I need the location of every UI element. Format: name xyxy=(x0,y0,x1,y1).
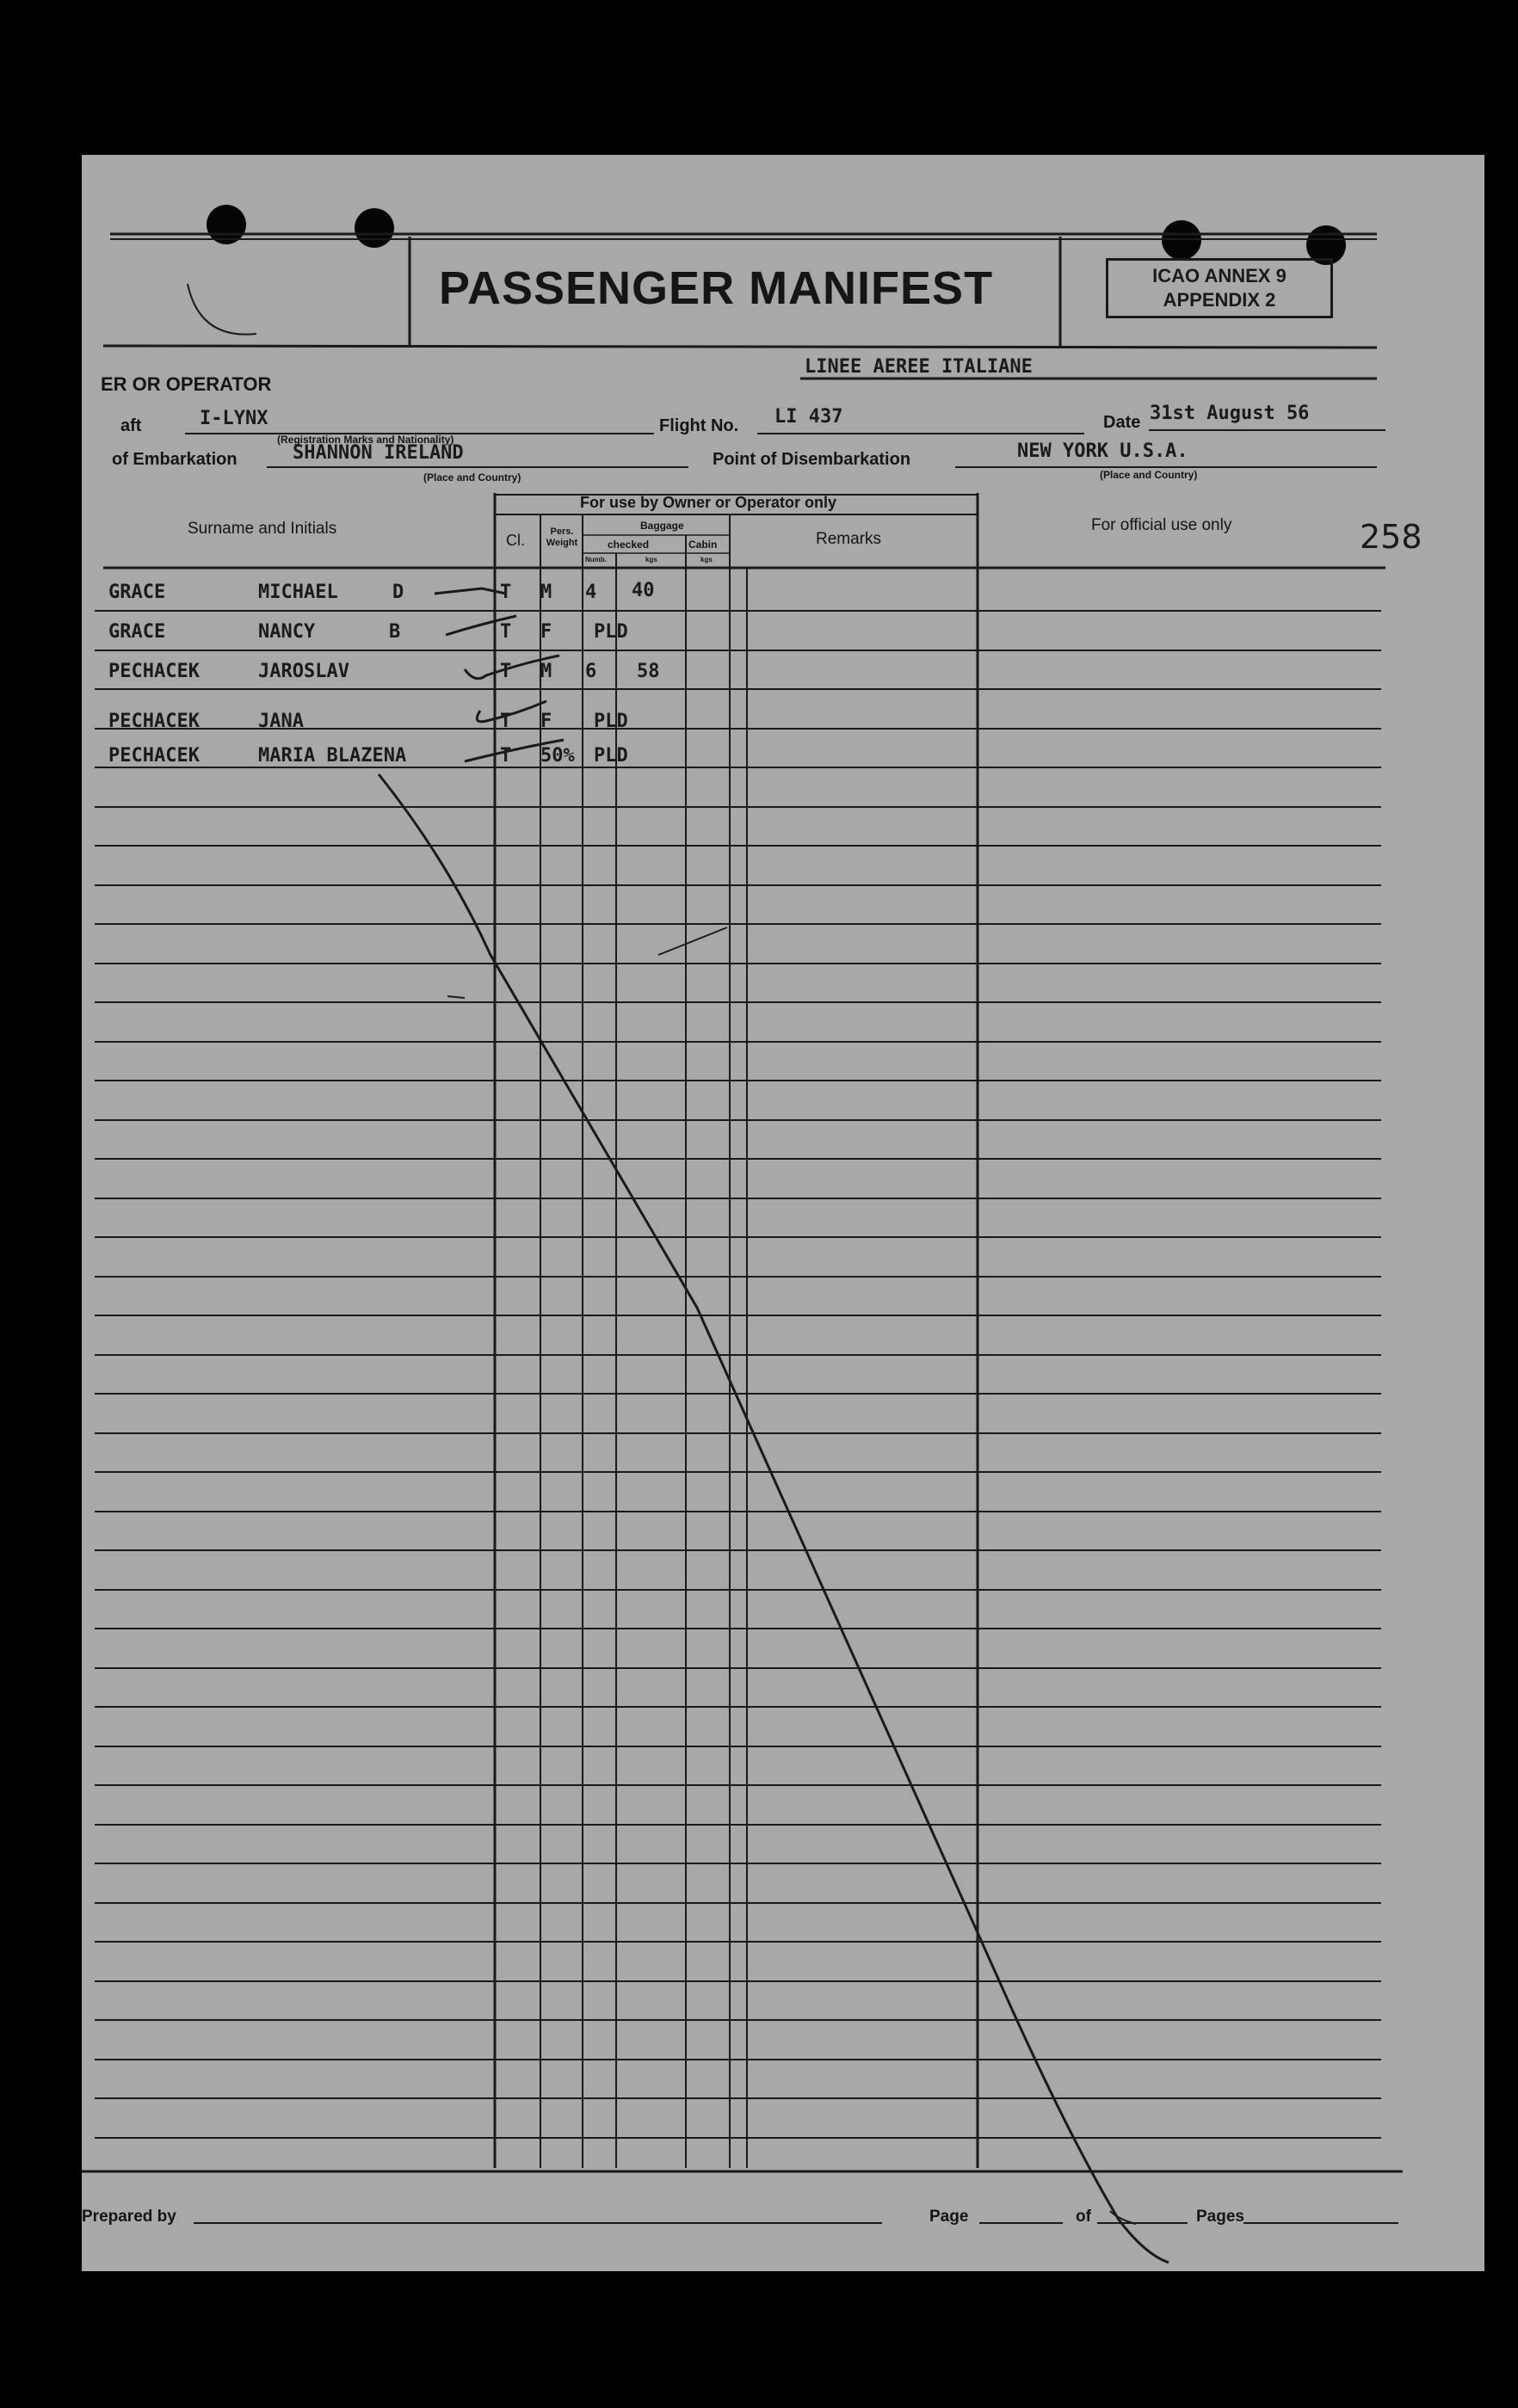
operator-label: ER OR OPERATOR xyxy=(101,373,272,395)
weight: F xyxy=(540,621,552,643)
surname: PECHACEK xyxy=(108,745,200,767)
operator-value: LINEE AEREE ITALIANE xyxy=(805,356,1033,378)
flight-label: Flight No. xyxy=(659,416,739,435)
page-title: PASSENGER MANIFEST xyxy=(439,262,994,314)
date-value: 31st August 56 xyxy=(1150,403,1310,424)
class: T xyxy=(500,711,512,732)
col-kgs: kgs xyxy=(645,556,657,564)
given-name: NANCY xyxy=(258,621,316,643)
col-remarks: Remarks xyxy=(816,530,882,548)
initial: B xyxy=(389,621,401,643)
given-name: MICHAEL xyxy=(258,582,338,603)
col-name: Surname and Initials xyxy=(188,520,337,538)
given-name: MARIA BLAZENA xyxy=(258,745,407,767)
embarkation-label: of Embarkation xyxy=(112,450,238,469)
of-label: of xyxy=(1076,2208,1091,2226)
col-checked: checked xyxy=(608,539,650,551)
bag-numb: PLD xyxy=(594,621,628,643)
embarkation-value: SHANNON IRELAND xyxy=(293,442,464,464)
aircraft-note: (Registration Marks and Nationality) xyxy=(277,434,454,446)
col-class: Cl. xyxy=(506,532,525,549)
col-official: For official use only xyxy=(1091,516,1232,534)
col-weight: Pers. Weight xyxy=(546,527,578,548)
aircraft-value: I-LYNX xyxy=(200,408,268,429)
disembarkation-value: NEW YORK U.S.A. xyxy=(1017,440,1188,462)
bag-kgs: 58 xyxy=(637,661,660,682)
icao-line2: APPENDIX 2 xyxy=(1163,289,1276,311)
col-kgs-cabin: kgs xyxy=(700,556,713,564)
initial: D xyxy=(392,582,404,603)
col-baggage: Baggage xyxy=(640,520,684,532)
disembarkation-label: Point of Disembarkation xyxy=(713,450,911,469)
class: T xyxy=(500,582,512,603)
weight: M xyxy=(540,582,552,603)
flight-value: LI 437 xyxy=(774,406,843,428)
surname: GRACE xyxy=(108,621,166,643)
aircraft-label: aft xyxy=(120,416,142,435)
place-note: (Place and Country) xyxy=(423,471,521,483)
weight: F xyxy=(540,711,552,732)
icao-box xyxy=(1106,258,1333,318)
class: T xyxy=(500,621,512,643)
surname: PECHACEK xyxy=(108,661,200,682)
stamp-number: 258 xyxy=(1360,518,1422,556)
bag-numb: PLD xyxy=(594,711,628,732)
surname: GRACE xyxy=(108,582,166,603)
given-name: JAROSLAV xyxy=(258,661,349,682)
owner-header: For use by Owner or Operator only xyxy=(580,494,837,511)
given-name: JANA xyxy=(258,711,304,732)
prepared-by-label: Prepared by xyxy=(82,2208,176,2226)
weight: M xyxy=(540,661,552,682)
bag-numb: PLD xyxy=(594,745,628,767)
weight: 50% xyxy=(540,745,575,767)
surname: PECHACEK xyxy=(108,711,200,732)
page-label: Page xyxy=(929,2208,969,2226)
col-numb: Numb. xyxy=(585,556,607,564)
col-cabin: Cabin xyxy=(688,539,718,551)
pages-label: Pages xyxy=(1196,2208,1244,2226)
icao-line1: ICAO ANNEX 9 xyxy=(1152,265,1287,286)
date-label: Date xyxy=(1103,413,1141,432)
class: T xyxy=(500,661,512,682)
bag-kgs: 40 xyxy=(632,580,655,601)
bag-numb: 6 xyxy=(585,661,597,682)
place-note-2: (Place and Country) xyxy=(1100,469,1198,481)
bag-numb: 4 xyxy=(585,582,597,603)
class: T xyxy=(500,745,512,767)
